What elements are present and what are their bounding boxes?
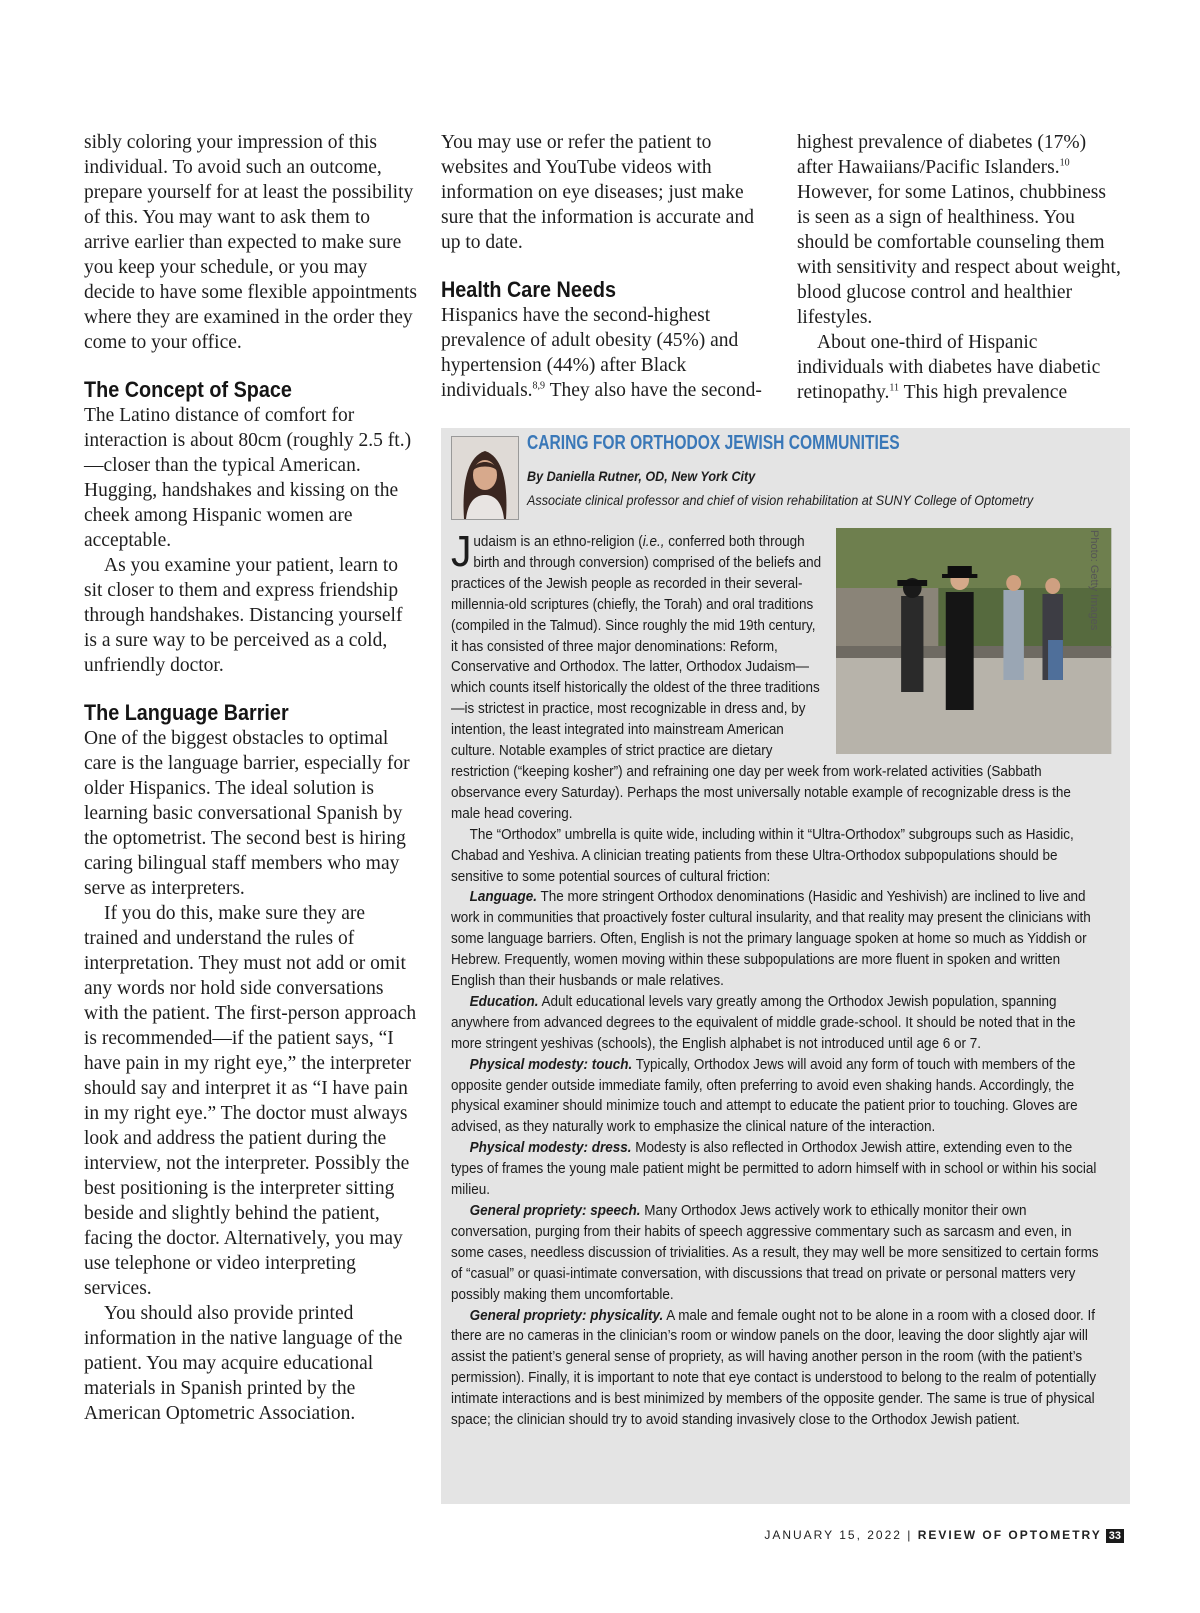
text: highest prevalence of diabetes (17%) after Hawaiians/Pacific Islanders. bbox=[797, 132, 1087, 178]
paragraph bbox=[451, 1055, 1100, 1139]
text: This high prevalence bbox=[899, 382, 1068, 403]
dropcap: J bbox=[451, 527, 472, 576]
paragraph: sibly coloring your impression of this individual. To avoid such an outcome, prepare yourself for at least the possibility of this. You may want to ask them to arrive earlier than expected to make sure you keep your schedule, or you may decide to have some flexible appointments where they are examined in the order they come to your office. bbox=[84, 132, 418, 353]
column-1 bbox=[84, 130, 418, 1426]
column-3 bbox=[797, 130, 1122, 405]
paragraph bbox=[451, 1138, 1100, 1201]
text: A male and female ought not to be alone in a room with a closed door. If there are no cameras in the clinician’s room or window panels on the door, leaving the door slightly ajar will assist the patient’s general sense of propriety, as will having another person in the room (with the patient’s permission). Finally, it is important to note that eye contact is understood to belong to the realm of potentially intimate interactions and is best minimized by members of the opposite gender. The same is true of physical space; the clinician should try to avoid standing invasively close to the Orthodox Jewish patient. bbox=[451, 1307, 1097, 1429]
paragraph: You may use or refer the patient to websites and YouTube videos with information on eye diseases; just make sure that the information is accurate and up to date. bbox=[441, 132, 754, 253]
reference: 8,9 bbox=[532, 380, 546, 392]
photo-credit: Photo: Getty Images bbox=[1088, 530, 1100, 631]
text: udaism is an ethno-religion ( bbox=[473, 534, 643, 550]
paragraph: As you examine your patient, learn to sit closer to them and express friendship through handshakes. Distancing yourself is a sure way to be perceived as a cold, unfriendly doctor. bbox=[84, 555, 403, 676]
text: The more stringent Orthodox denominations (Hasidic and Yeshivish) are inclined to live and work in communities that proactively foster cultural insularity, and that reality may present the clinicians with some language barriers. Often, English is not the primary language spoken at home so much as Yiddish or Hebrew. Frequently, women moving within these subpopulations are more fluent in spoken and written English than their husbands or male relatives. bbox=[451, 889, 1091, 990]
text: Modesty is also reflected in Orthodox Jewish attire, extending even to the types of frames the young male patient might be permitted to adorn himself with in school or within his social milieu. bbox=[451, 1140, 1097, 1199]
label-language: Language. bbox=[469, 889, 538, 906]
label-education: Education. bbox=[469, 993, 539, 1010]
paragraph: The “Orthodox” umbrella is quite wide, including within it “Ultra-Orthodox” subgroups such as Hasidic, Chabad and Yeshiva. A clinician treating patients from these Ultra-Orthodox subpopulations should be sensitive to some potential sources of cultural friction: bbox=[451, 826, 1074, 885]
text: conferred both through birth and through conversion) comprised of the beliefs and practices of the Jewish people as recorded in their several-millennia-old scriptures (chiefly, the Torah) and oral traditions (compiled in the Talmud). Since roughly the mid 19th century, it has consisted of three major denominations: Reform, Conservative and Orthodox. The latter, Orthodox Judaism—which counts itself historically the oldest of the three traditions—is strictest in practice, most recognizable in dress and, by intention, the least integrated into mainstream American culture. Notable examples of strict practice are dietary restriction (“keeping kosher”) and refraining one day per week from work-related activities (Sabbath observance every Saturday). Perhaps the most universally notable example of recognizable dress is the male head covering. bbox=[451, 534, 1071, 822]
text: However, for some Latinos, chubbiness is seen as a sign of healthiness. You should be comfortable counseling them with sensitivity and respect about weight, blood glucose control and healthier lifestyles. bbox=[797, 182, 1121, 328]
sidebar-box bbox=[441, 428, 1130, 1504]
sidebar-title: CARING FOR ORTHODOX JEWISH COMMUNITIES bbox=[527, 432, 900, 454]
paragraph: You should also provide printed information in the native language of the patient. You may acquire educational materials in Spanish printed by the American Optometric Association. bbox=[84, 1303, 403, 1424]
text: They also have the second- bbox=[545, 380, 762, 401]
text: About one-third of Hispanic individuals with diabetes have diabetic retinopathy. bbox=[797, 332, 1101, 403]
paragraph bbox=[451, 1201, 1100, 1306]
text: Typically, Orthodox Jews will avoid any form of touch with members of the opposite gender outside immediate family, often preferring to avoid even shaking hands. Accordingly, the physical examiner should minimize touch and attempt to educate the patient prior to touching. Gloves are advised, as they naturally work to emphasize the clinical nature of the interaction. bbox=[451, 1056, 1078, 1136]
paragraph bbox=[451, 992, 1100, 1055]
paragraph: The Latino distance of comfort for interaction is about 80cm (roughly 2.5 ft.)—closer than the typical American. Hugging, handshakes and kissing on the cheek among Hispanic women are acceptable. bbox=[84, 405, 412, 551]
paragraph: One of the biggest obstacles to optimal care is the language barrier, especially for older Hispanics. The ideal solution is learning basic conversational Spanish by the optometrist. The second best is hiring caring bilingual staff members who may serve as interpreters. bbox=[84, 728, 410, 899]
sidebar-body bbox=[451, 527, 1100, 1431]
sidebar-author-role: Associate clinical professor and chief of vision rehabilitation at SUNY College of Optometry bbox=[527, 492, 1034, 508]
label-speech: General propriety: speech. bbox=[469, 1203, 641, 1219]
text: Hispanics have the second-highest prevalence of adult obesity (45%) and hypertension (44%) after Black individuals. bbox=[441, 305, 739, 401]
label-touch: Physical modesty: touch. bbox=[469, 1056, 633, 1073]
issue-date: JANUARY 15, 2022 | bbox=[764, 1528, 918, 1542]
page-footer bbox=[764, 1528, 1124, 1543]
paragraph bbox=[451, 887, 1100, 992]
text: i.e., bbox=[642, 534, 665, 550]
paragraph: If you do this, make sure they are trained and understand the rules of interpretation. They must not add or omit any words nor hold side conversations with the patient. The first-person approach is recommended—if the patient says, “I have pain in my right eye,” the interpreter should say and interpret it as “I have pain in my right eye.” The doctor must always look and address the patient during the interview, not the interpreter. Possibly the best positioning is the interpreter sitting beside and slightly behind the patient, facing the doctor. Alternatively, you may use telephone or video interpreting services. bbox=[84, 903, 417, 1299]
paragraph bbox=[797, 330, 1122, 405]
paragraph bbox=[441, 303, 771, 403]
paragraph bbox=[451, 1306, 1100, 1431]
sidebar-byline: By Daniella Rutner, OD, New York City bbox=[527, 468, 756, 484]
text: Many Orthodox Jews actively work to ethically monitor their own conversation, purging from their habits of speech aggressive commentary such as sarcasm and even, in some cases, needless discussion of trivialities. As a result, they may well be more sensitized to certain forms of “casual” or quasi-intimate conversation, with discussions that tread on private or personal matters very possibly making them uncomfortable. bbox=[451, 1203, 1099, 1303]
label-dress: Physical modesty: dress. bbox=[469, 1140, 632, 1157]
magazine-name: REVIEW OF OPTOMETRY bbox=[917, 1528, 1102, 1542]
page-number: 33 bbox=[1106, 1529, 1124, 1543]
street-photo bbox=[836, 528, 1111, 754]
paragraph bbox=[797, 130, 1122, 330]
author-portrait bbox=[451, 436, 519, 520]
reference: 10 bbox=[1059, 157, 1070, 169]
heading-concept-of-space: The Concept of Space bbox=[84, 377, 292, 402]
heading-health-care-needs: Health Care Needs bbox=[441, 277, 616, 302]
column-2 bbox=[441, 130, 771, 403]
text: Adult educational levels vary greatly among the Orthodox Jewish population, spanning anywhere from advanced degrees to the equivalent of middle grade-school. It should be noted that in the more stringent yeshivas (schools), the English alphabet is not introduced until age 6 or 7. bbox=[451, 993, 1076, 1052]
label-physicality: General propriety: physicality. bbox=[469, 1307, 664, 1324]
heading-language-barrier: The Language Barrier bbox=[84, 700, 289, 725]
reference: 11 bbox=[889, 382, 900, 394]
